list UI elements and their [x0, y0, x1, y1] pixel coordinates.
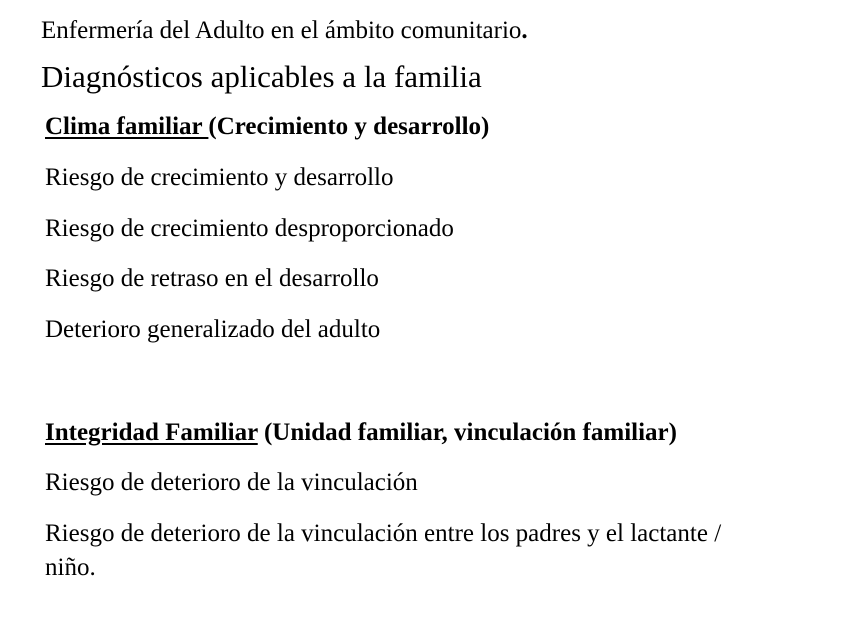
list-item: Deterioro generalizado del adulto	[45, 316, 381, 343]
course-title	[41, 16, 528, 46]
course-title-text: Enfermería del Adulto en el ámbito comunitario	[41, 17, 522, 44]
list-item: Riesgo de deterioro de la vinculación	[45, 469, 418, 496]
list-item: Riesgo de retraso en el desarrollo	[45, 265, 379, 292]
section-heading-main: Clima familiar	[45, 113, 209, 140]
list-item: Riesgo de crecimiento desproporcionado	[45, 215, 454, 242]
section-heading-integridad-familiar	[45, 418, 677, 448]
list-item: Riesgo de deterioro de la vinculación entre los padres y el lactante / niño.	[45, 520, 722, 581]
course-title-period: .	[521, 17, 528, 44]
section-heading-clima-familiar	[45, 112, 489, 142]
section-heading-main: Integridad Familiar	[45, 419, 258, 446]
section-heading-extra: (Unidad familiar, vinculación familiar)	[257, 419, 677, 446]
list-item: Riesgo de crecimiento y desarrollo	[45, 164, 394, 191]
slide-title: Diagnósticos aplicables a la familia	[41, 59, 482, 94]
section-heading-extra: (Crecimiento y desarrollo)	[208, 113, 490, 140]
